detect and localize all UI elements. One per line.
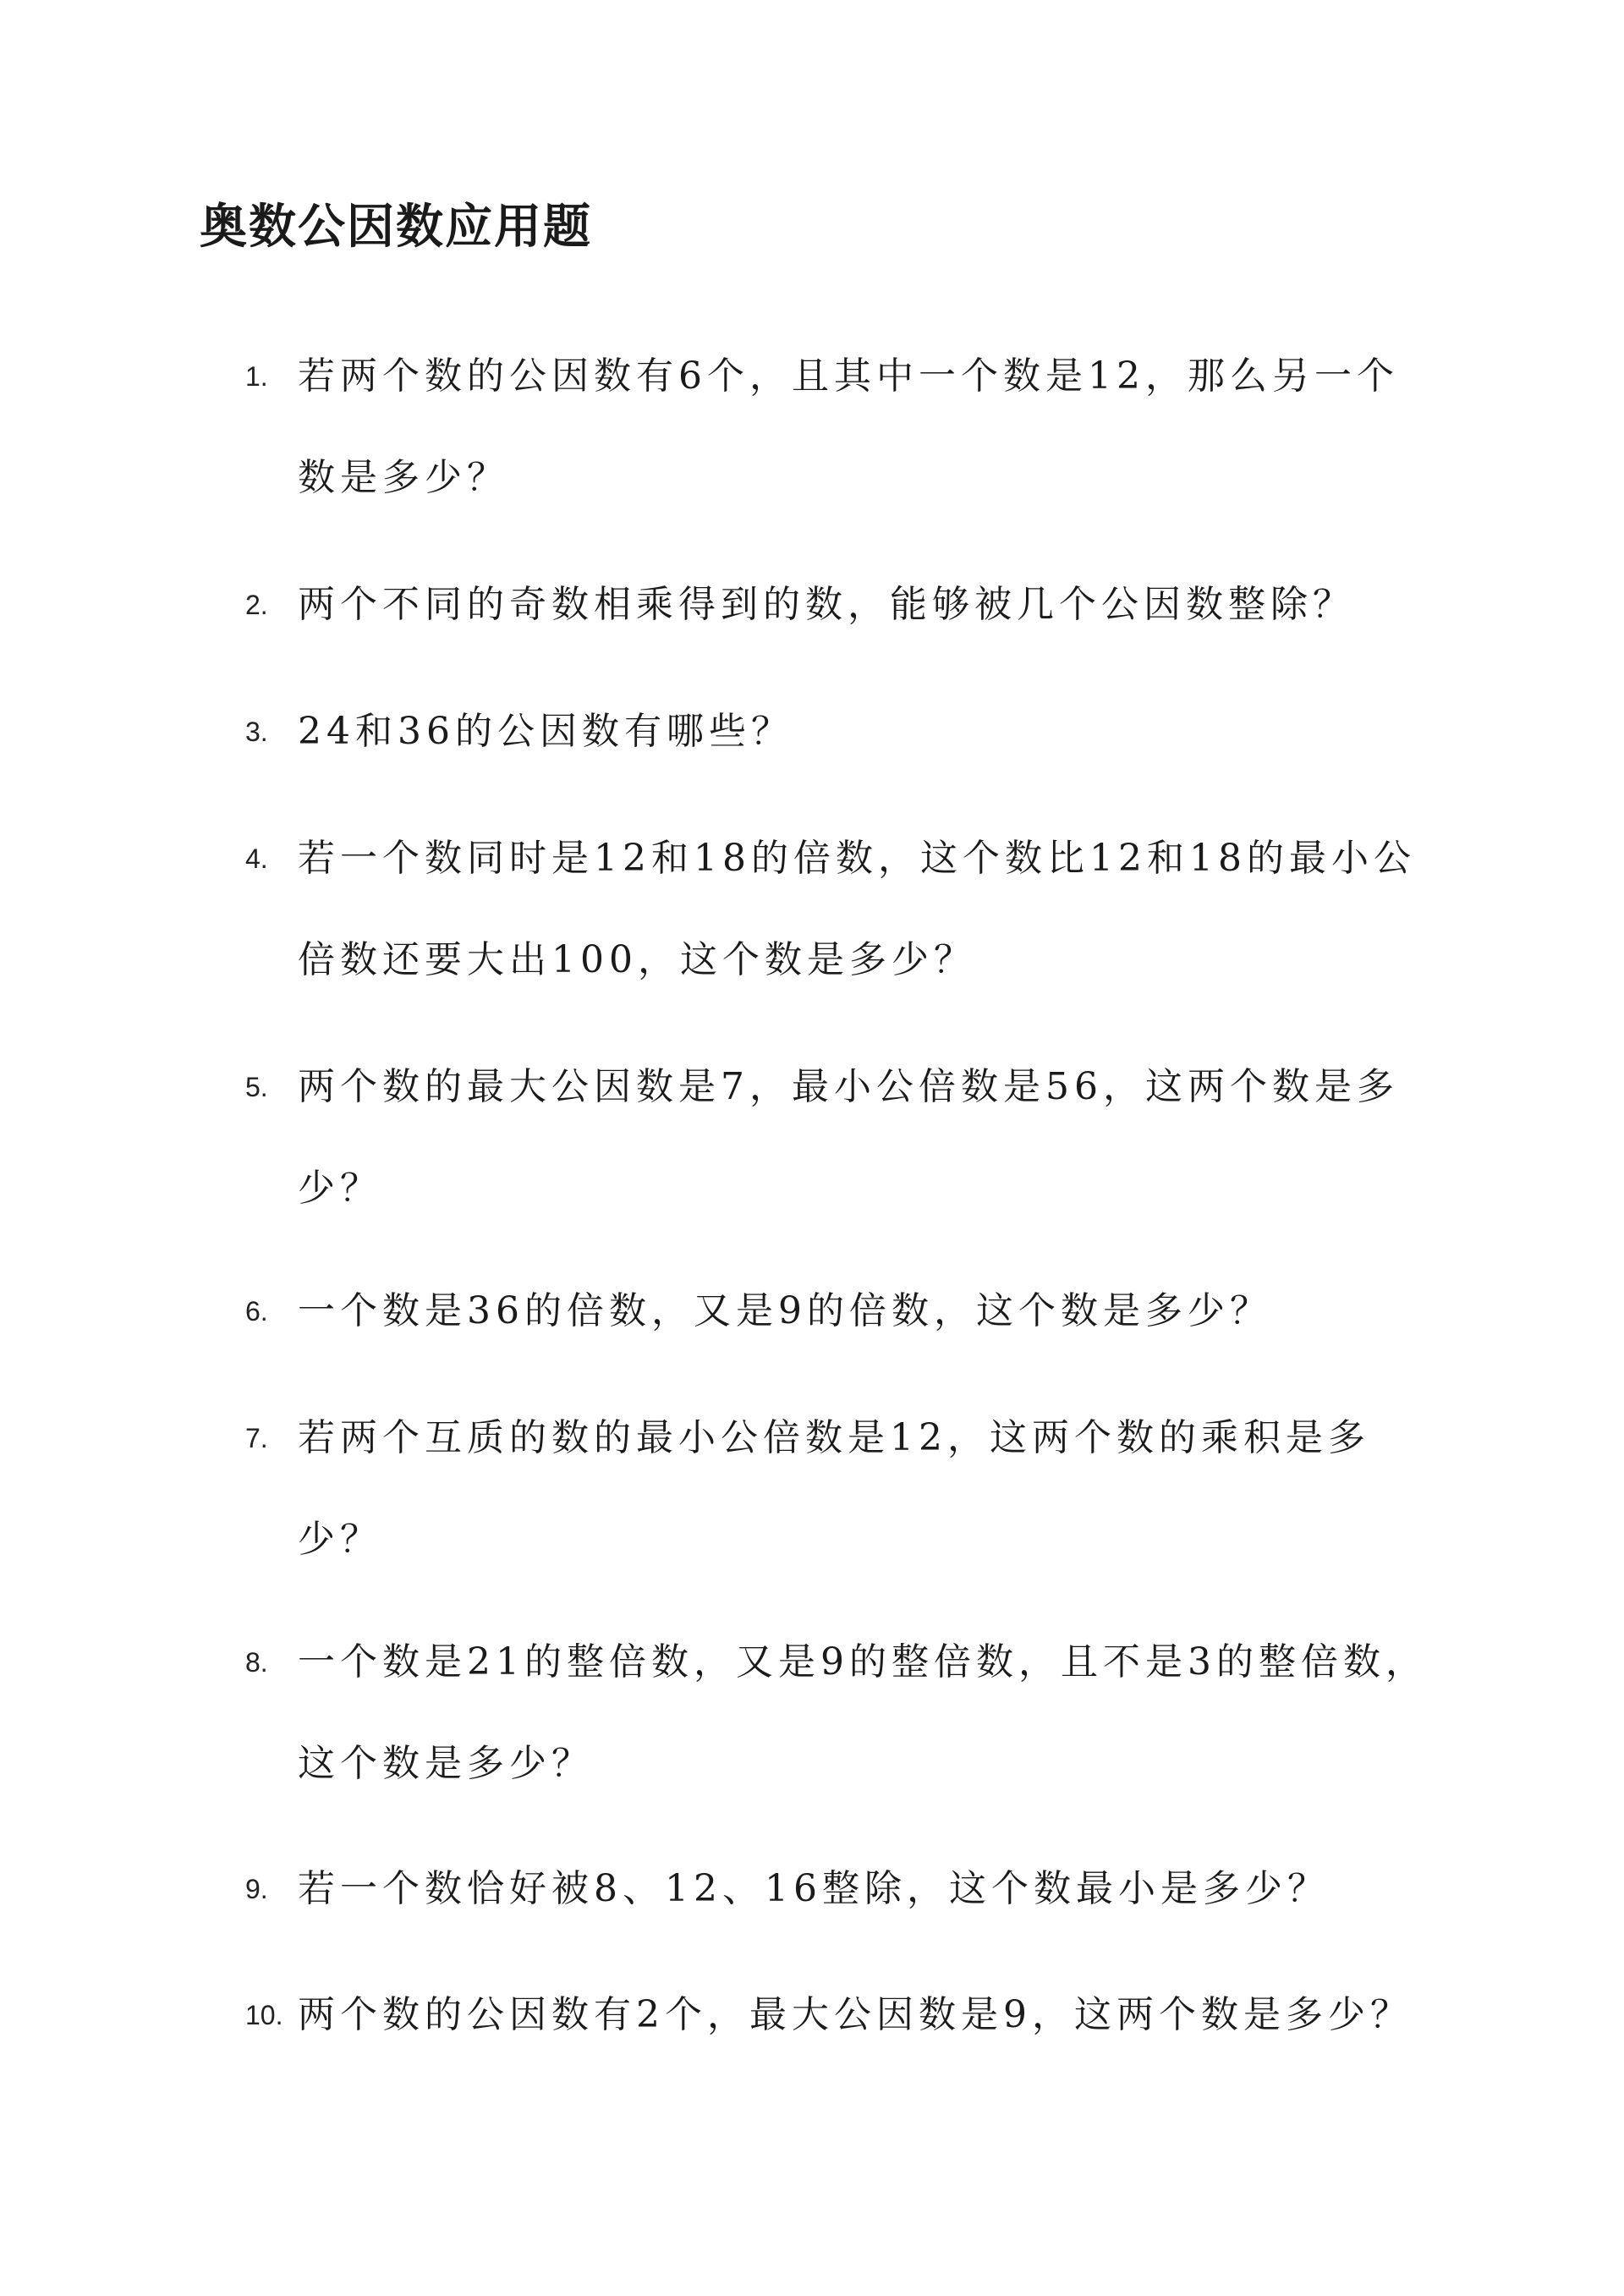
question-item — [245, 1624, 1446, 1827]
question-text: 24和36的公因数有哪些？ — [298, 710, 793, 753]
question-item — [245, 338, 1446, 541]
question-text: 一个数是36的倍数，又是9的倍数，这个数是多少？ — [298, 1289, 1272, 1332]
question-number: 4. — [245, 843, 268, 874]
question-number: 2. — [245, 590, 268, 620]
question-text: 若一个数同时是12和18的倍数，这个数比12和18的最小公倍数还要大出100，这个数是多少？ — [298, 837, 1416, 981]
question-item — [245, 1049, 1446, 1252]
question-item — [245, 1400, 1446, 1603]
question-text: 两个数的公因数有2个，最大公因数是9，这两个数是多少？ — [298, 1993, 1413, 2036]
question-text: 若两个互质的数的最小公倍数是12，这两个数的乘积是多少？ — [298, 1416, 1370, 1561]
question-item — [245, 567, 1446, 668]
page-title: 奥数公因数应用题 — [200, 199, 592, 255]
question-text: 若两个数的公因数有6个，且其中一个数是12，那么另一个数是多少？ — [298, 354, 1399, 499]
question-item — [245, 1851, 1446, 1953]
question-item — [245, 1977, 1446, 2079]
question-number: 10. — [245, 2000, 283, 2030]
question-number: 8. — [245, 1647, 268, 1678]
question-text: 两个数的最大公因数是7，最小公倍数是56，这两个数是多少？ — [298, 1065, 1399, 1210]
question-number: 1. — [245, 361, 268, 392]
question-text: 若一个数恰好被8、12、16整除，这个数最小是多少？ — [298, 1867, 1330, 1910]
question-text: 一个数是21的整倍数，又是9的整倍数，且不是3的整倍数，这个数是多少？ — [298, 1640, 1428, 1785]
question-item — [245, 1273, 1446, 1375]
question-number: 7. — [245, 1423, 268, 1453]
question-number: 5. — [245, 1072, 268, 1102]
question-number: 6. — [245, 1296, 268, 1327]
question-text: 两个不同的奇数相乘得到的数，能够被几个公因数整除？ — [298, 583, 1355, 626]
question-item — [245, 821, 1446, 1024]
question-item — [245, 694, 1446, 795]
question-number: 3. — [245, 717, 268, 747]
question-number: 9. — [245, 1874, 268, 1904]
